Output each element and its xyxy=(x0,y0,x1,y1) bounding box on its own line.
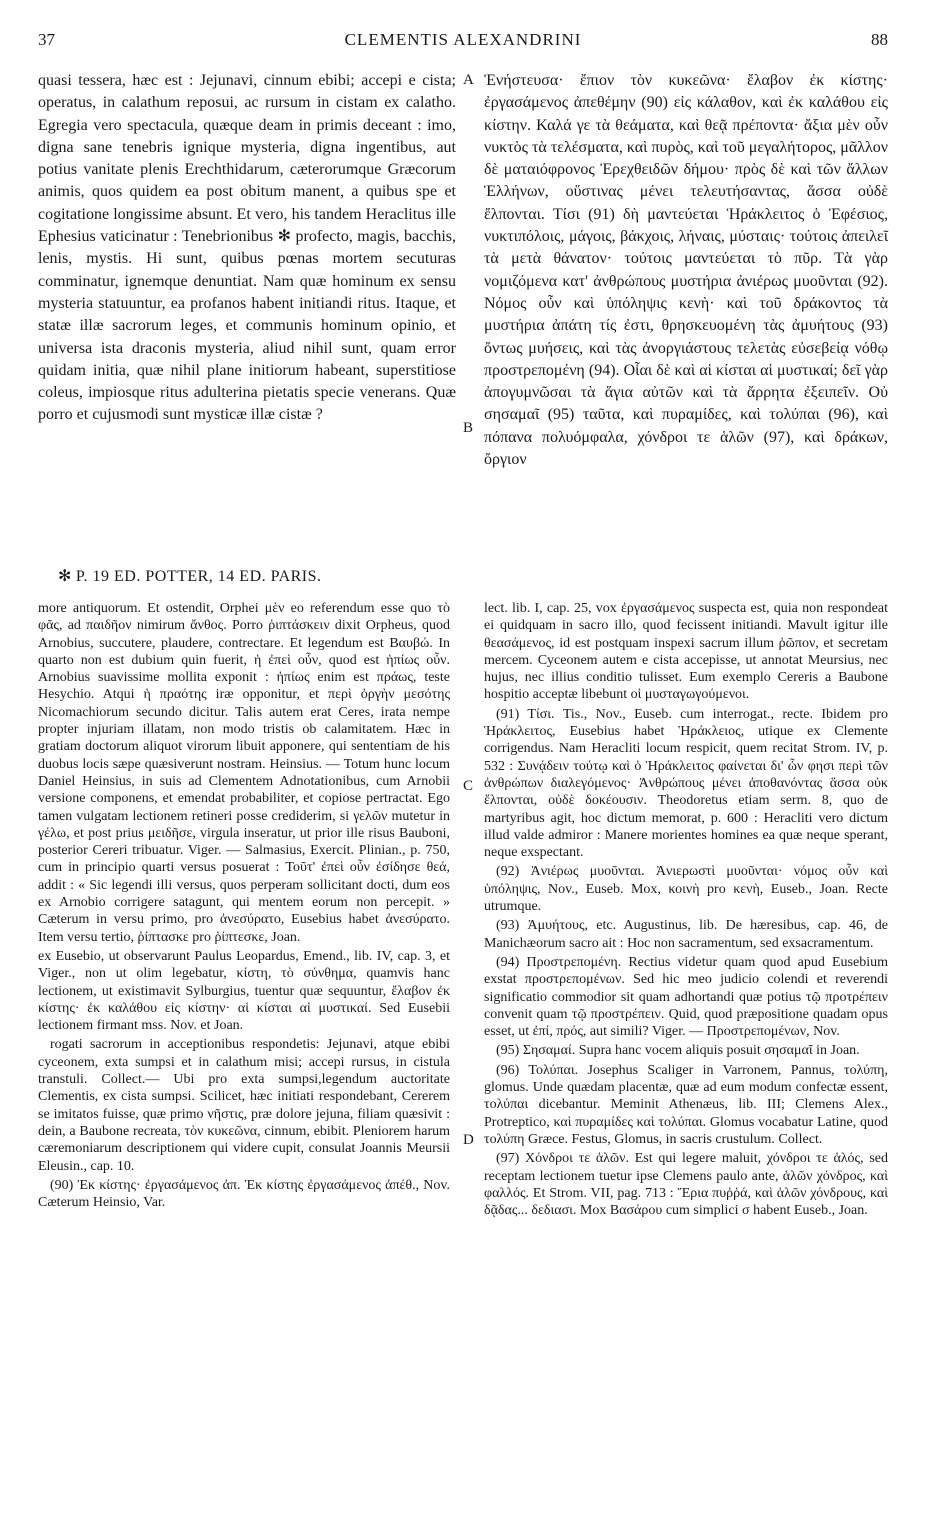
page-number-left: 37 xyxy=(38,30,55,49)
latin-main-text: quasi tessera, hæc est : Jejunavi, cinnum ebibi; accepi e cista; operatus, in calathum reposui, ac rursum in cistam ex calatho. Egregia vero spectacula, quæque deam in primis deceant : imo, digna sane tenebris ignique mysteria, digna ingentibus, aut potius vanitate plenis Erechthidarum, cæterorumque Græcorum animis, quos quidem ea post obitum manent, a quibus spe et cogitatione longissime absunt. Et vero, his tandem Heraclitus ille Ephesius vaticinatur : Tenebrionibus ✻ profecto, magis, bacchis, lenis, mystis. Hi sunt, quibus pœnas mortem secuturas comminatur, ignemque denuntiat. Nam quæ hominum ex sensu mysteria statuuntur, ea profanos habent initiandi ritus. Itaque, et statæ illæ sacrorum leges, et communis hominum opinio, et universa ista draconis mysteria, aliud nihil sunt, quam error quidam initia, quæ nihil plane initiorum habeant, superstitiose coleus, impiosque ritus adulterina pietatis specie venerans. Quæ porro et cujusmodi sunt mysticæ illæ cistæ ? xyxy=(38,72,456,424)
page-number-right: 88 xyxy=(871,30,888,49)
note-paragraph: (91) Τίσι. Tis., Nov., Euseb. cum interrogat., recte. Ibidem pro Ἡράκλειτος, Eusebius habet Ἡράκλειος, utique ex Clemente corrigendus. Nam Heracliti locum respicit, quem recitat Strom. IV, p. 532 : Συνᾴδειν τούτῳ καὶ ὁ Ἡράκλειτος φαίνεται δι' ὧν φησι περὶ τῶν ἀνθρώπων διαλεγόμενος· Ἀνθρώπους μένει ἀποθανόντας ἅσσα οὐκ ἔλπονται, οὐδὲ δοκέουσιν. Theodoretus etiam serm. 8, quo de martyribus agit, hoc dictum memorat, p. 600 : Heracliti vero dictum illud valde admiror : Manere morientes homines ea quæ neque sperant, neque exspectant. xyxy=(484,706,888,861)
notes-right-column xyxy=(484,600,888,1221)
note-paragraph: (93) Ἀμυήτους, etc. Augustinus, lib. De hæresibus, cap. 46, de Manichæorum sacro ait : Hoc non sacramentum, sed exsacramentum. xyxy=(484,918,888,951)
note-paragraph: ex Eusebio, ut observarunt Paulus Leopardus, Emend., lib. IV, cap. 3, et Viger., non ut olim legebatur, κίστη, τὸ σύνθημα, quamvis hanc lectionem, ut existimavit Sylburgius, tuentur quæ sequuntur, ἔλαβον ἐκ κίστης· ἐκ καλάθου εἰς κίστην· αἱ κίσται αἱ μυστικαί. Sed Eusebii lectionem firmant mss. Nov. et Joan. xyxy=(38,948,450,1034)
note-paragraph: (95) Σησαμαί. Supra hanc vocem aliquis posuit σησαμαῖ in Joan. xyxy=(496,1043,860,1059)
note-paragraph: (97) Χόνδροι τε ἁλῶν. Est qui legere maluit, χόνδροι τε ἁλός, sed receptam lectionem tuetur ipse Clemens paulo ante, ἁλῶν χόνδρος, καὶ φαλλός. Et Strom. VII, pag. 713 : Ἔρια πυῤῥά, καὶ ἁλῶν χόνδρους, καὶ δᾷδας... δεδιασι. Mox Βασάρου cum simplici σ habent Euseb., Joan. xyxy=(484,1151,888,1219)
note-paragraph: (96) Τολύπαι. Josephus Scaliger in Varronem, Pannus, τολύπη, glomus. Unde quædam placentæ, quæ ad eum modum confectæ essent, τολύπαι dicebantur. Meminit Athenæus, lib. III; Clemens Alex., Protreptico, καὶ πυραμίδες καὶ τολύπαι. Glomus vocabatur Latine, quod τολύπη Græce. Festus, Glomus, in sacris crustulum. Collect. xyxy=(484,1062,888,1147)
running-title: CLEMENTIS ALEXANDRINI xyxy=(344,30,582,49)
edition-reference-text: P. 19 ED. POTTER, 14 ED. PARIS. xyxy=(75,568,322,585)
margin-marker-a: A xyxy=(463,72,474,88)
note-paragraph: lect. lib. I, cap. 25, vox ἐργασάμενος suspecta est, quia non respondeat ei quidquam in sacro illo, quod fecissent initiandi. Mavult igitur ille θεασάμενος, id est postquam inspexi sacrum illum ῥῶπον, et secretam mercem. Cyceonem autem e cista accepisse, ut annotat Meursius, nec hujus, nec illius conditio tulisset. Eum exemplo Cereris a Baubone hospitio acceptæ libebunt οἱ μυσταγωγούμενοι. xyxy=(484,601,888,703)
margin-marker-c: C xyxy=(463,778,474,794)
note-paragraph: (90) Ἐκ κίστης· ἐργασάμενος ἀπ. Ἐκ κίστης ἐργασάμενος ἀπέθ., Nov. Cæterum Heinsio, Var. xyxy=(38,1177,450,1211)
edition-reference xyxy=(58,566,322,586)
note-paragraph: (92) Ἀνιέρως μυοῦνται. Ἀνιερωστὶ μυοῦνται· νόμος οὖν καὶ ὑπόληψις, Nov., Euseb. Mox, κοινὴ pro κενὴ, Euseb., Joan. Recte utrumque. xyxy=(484,864,888,915)
notes-left-column xyxy=(38,600,450,1213)
margin-marker-d: D xyxy=(463,1132,474,1148)
asterisk-star-icon: ✻ xyxy=(58,568,72,585)
note-paragraph: more antiquorum. Et ostendit, Orphei μὲν eo referendum esse quo τὸ φᾶς, ad παιδῆον nimirum ἄνθος. Porro ῥιπτάσκειν dixit Orpheus, quod Arnobius, succutere, plaudere, contrectare. Et legendum est Βαυβώ. In quarto non est dubium quin fuerit, ἡ ἐπεὶ οὖν, quod est ἡπίως οὖν. Arnobius suavissime mollita exponit : ἠπίως enim est πράως, teste Hesychio. Atqui ἡ πραότης iræ opponitur, et περὶ ὀργὴν μεσότης Nicomachiorum secundo dicitur. Talis autem erat Ceres, irata nempe propter injuriam illatam, non modo tristis ob calamitatem. Hæc in gratiam doctorum aliquot virorum libuit apponere, qui sententiam de his duobus locis sæpe quæsiverunt nostram. Heinsius. — Totum hunc locum Daniel Heinsius, in suis ad Clementem Adnotationibus, cum Arnobii versione componens, et emendat probabiliter, et copiose pertractat. Ego tamen vulgatam lectionem retineri posse crediderim, si γελῶν mutetur in γέλω, et post prius μειδῆσε, virgula inseratur, ut prior ille risus Bauboni, posterior Cereri tribuatur. Viger. — Salmasius, Exercit. Plinian., p. 750, cum in principio quarti versus posuerat : Τοῦτ' ἐπεὶ οὖν ἐσίδησε θεά, addit : « Sic legendi illi versus, quos perperam sollicitant docti, dum eos ex Arnobio corrigere satagunt, qui mentem eorum non percepit. » Cæterum in versu primo, pro ἀνεσύρατο, Eusebius habet ἀνεσύρατο. Item versu tertio, ῥίπτασκε pro ῥίπτεσκε, Joan. xyxy=(38,601,450,945)
note-paragraph: rogati sacrorum in acceptionibus respondetis: Jejunavi, atque ebibi cyceonem, exta sumpsi et in calathum misi; accepi rursus, in cistula transtuli. Collect.— Ubi pro exta sumpsi,legendum auctoritate Clementis, ex cista sumpsi. Scilicet, hæc initiati respondebant, Cererem se imitatos fuisse, quæ primo νῆστις, præ dolore jejuna, filiam quæsivit : dein, a Baubone recreata, τὸν κυκεῶνα, cinnum, ebibit. Pleniorem harum cæremoniarum descriptionem qui videre cupit, consulat Joannis Meursii Eleusin., cap. 10. xyxy=(38,1037,450,1174)
page-header xyxy=(38,30,888,58)
greek-main-text: Ἐνήστευσα· ἔπιον τὸν κυκεῶνα· ἔλαβον ἐκ κίστης· ἐργασάμενος ἀπεθέμην (90) εἰς κάλαθον, καὶ ἐκ καλάθου εἰς κίστην. Καλά γε τὰ θεάματα, καὶ θεᾷ πρέποντα· ἄξια μὲν οὖν νυκτὸς τὰ τελέσματα, καὶ πυρὸς, καὶ τοῦ μεγαλήτορος, μᾶλλον δὲ ματαιόφρονος Ἐρεχθειδῶν δήμου· πρὸς δὲ καὶ τῶν ἄλλων Ἑλλήνων, οὕστινας μένει τελευτήσαντας, ἅσσα οὐδὲ ἔλπονται. Τίσι (91) δὴ μαντεύεται Ἡράκλειτος ὁ Ἐφέσιος, νυκτιπόλοις, μάγοις, βάκχοις, λήναις, μύσταις· τούτοις ἀπειλεῖ τὰ μετὰ θάνατον· τούτοις μαντεύεται τὸ πῦρ. Τὰ γὰρ νομιζόμενα κατ' ἀνθρώπους μυστήρια ἀνιέρως μυοῦνται (92). Νόμος οὖν καὶ ὑπόληψις κενὴ· καὶ τοῦ δράκοντος τὰ μυστήρια ἀπάτη τίς ἐστι, θρησκευομένη τὰς ἀμυήτους (93) ὄντως μυήσεις, καὶ τὰς ἀνοργιάστους τελετὰς εὐσεβείᾳ νόθῳ προστρεπομένη (94). Οἷαι δὲ καὶ αἱ κίσται αἱ μυστικαί; δεῖ γὰρ ἀπογυμνῶσαι τὰ ἅγια αὐτῶν καὶ τὰ ἄρρητα ἐξειπεῖν. Οὐ σησαμαῖ (95) ταῦτα, καὶ πυραμίδες, καὶ τολύπαι (96), καὶ πόπανα πολυόμφαλα, χόνδροι τε ἁλῶν (97), καὶ δράκων, ὄργιον xyxy=(484,72,888,469)
margin-marker-b: B xyxy=(463,420,474,436)
note-paragraph: (94) Προστρεπομένη. Rectius videtur quam quod apud Eusebium exstat προστρεπομένων. Sed hic meo judicio colendi et reverendi significatio commodior sit quam adhortandi quæ potius τῷ προτρέπειν convenit quam τῷ προστρέπειν. Quid, quod præpositione quadam opus esset, ut ἐπί, πρός, aut simili? Viger. — Προστρεπομένων, Nov. xyxy=(484,954,888,1040)
